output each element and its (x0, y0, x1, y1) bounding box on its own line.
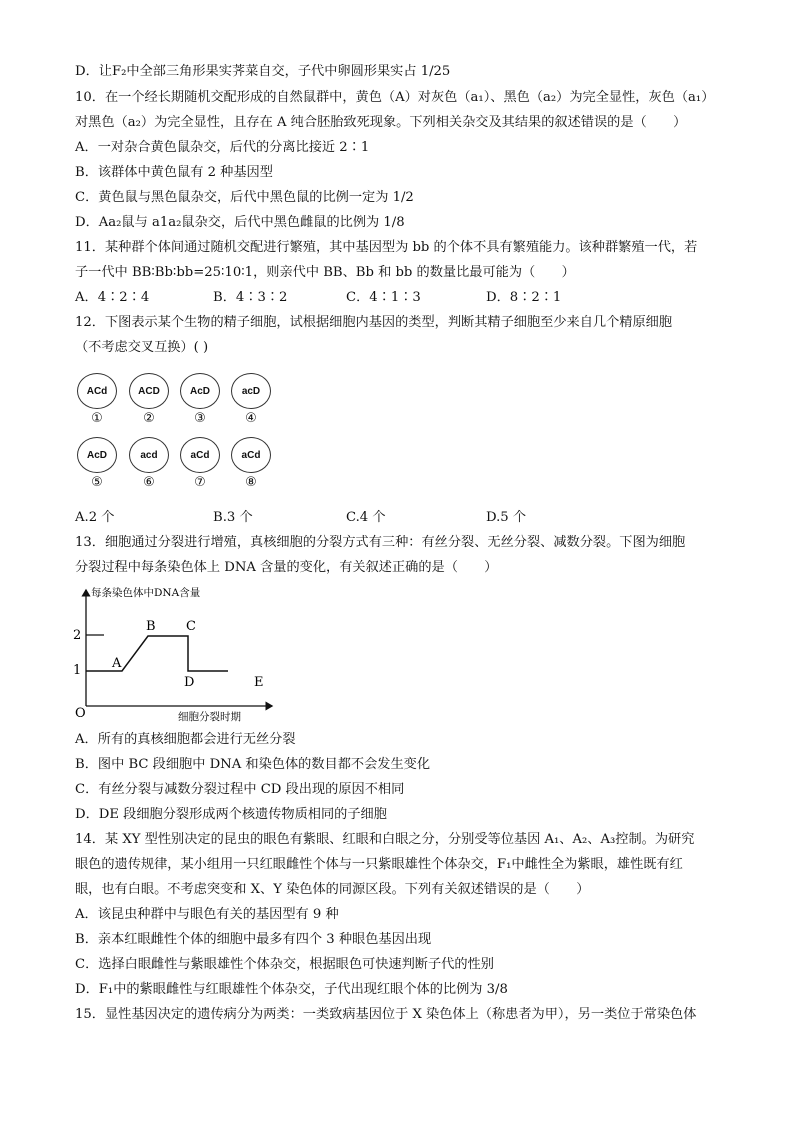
q10-stem-line-1: 10．在一个经长期随机交配形成的自然鼠群中，黄色（A）对灰色（a₁）、黑色（a₂）为完全显性，灰色（a₁） (75, 90, 715, 105)
q12-stem-line-1: 12．下图表示某个生物的精子细胞，试根据细胞内基因的类型，判断其精子细胞至少来自几个精原细胞 (75, 315, 673, 330)
q14-option-c: C．选择白眼雌性与紫眼雄性个体杂交，根据眼色可快速判断子代的性别 (75, 957, 494, 972)
q15-stem-line-1: 15．显性基因决定的遗传病分为两类：一类致病基因位于 X 染色体上（称患者为甲），另一类位于常染色体 (75, 1007, 697, 1022)
q12-stem-line-2: （不考虑交叉互换）( ) (75, 340, 209, 355)
sperm-cell: acd (129, 437, 169, 473)
sperm-cell: ACd (77, 373, 117, 409)
q11-option-b: B．4∶3∶2 (213, 290, 288, 305)
sperm-cells-figure (74, 371, 274, 496)
cell-number: ② (143, 411, 155, 426)
point-label-b: B (146, 619, 156, 634)
q14-option-a: A．该昆虫种群中与眼色有关的基因型有 9 种 (75, 907, 339, 922)
q12-option-a: A.2 个 (75, 510, 115, 525)
q12-option-b: B.3 个 (213, 510, 253, 525)
dna-content-chart (70, 580, 290, 725)
q13-option-b: B．图中 BC 段细胞中 DNA 和染色体的数目都不会发生变化 (75, 757, 431, 772)
cell-number: ⑥ (143, 475, 155, 490)
q11-option-a: A．4∶2∶4 (75, 290, 150, 305)
sperm-cell: aCd (180, 437, 220, 473)
origin-label: O (75, 706, 86, 721)
sperm-cell: acD (231, 373, 271, 409)
sperm-cell: aCd (231, 437, 271, 473)
cell-number: ① (91, 411, 103, 426)
q14-option-b: B．亲本红眼雌性个体的细胞中最多有四个 3 种眼色基因出现 (75, 932, 432, 947)
q13-option-d: D．DE 段细胞分裂形成两个核遗传物质相同的子细胞 (75, 807, 387, 822)
q11-option-d: D．8∶2∶1 (486, 290, 562, 305)
q11-option-c: C．4∶1∶3 (346, 290, 421, 305)
x-axis-label: 细胞分裂时期 (178, 711, 241, 723)
q10-option-a: A．一对杂合黄色鼠杂交，后代的分离比接近 2∶1 (75, 140, 370, 155)
q11-stem-line-2: 子一代中 BB∶Bb∶bb=25∶10∶1，则亲代中 BB、Bb 和 bb 的数量比最可能为（ ） (75, 265, 575, 280)
dna-series-line (86, 636, 228, 671)
y-tick-label: 1 (73, 663, 82, 678)
cell-number: ③ (194, 411, 206, 426)
cell-number: ⑧ (245, 475, 257, 490)
cell-number: ④ (245, 411, 257, 426)
q9-option-d: D．让F₂中全部三角形果实荠菜自交，子代中卵圆形果实占 1/25 (75, 64, 451, 79)
q14-option-d: D．F₁中的紫眼雌性与红眼雄性个体杂交，子代出现红眼个体的比例为 3/8 (75, 982, 508, 997)
q12-option-d: D.5 个 (486, 510, 527, 525)
y-tick-label: 2 (73, 628, 82, 643)
q10-stem-line-2: 对黑色（a₂）为完全显性，且存在 A 纯合胚胎致死现象。下列相关杂交及其结果的叙述错误的是（ ） (75, 115, 687, 130)
point-label-e: E (254, 675, 264, 690)
sperm-cell: AcD (77, 437, 117, 473)
q14-stem-line-3: 眼，也有白眼。不考虑突变和 X、Y 染色体的同源区段。下列有关叙述错误的是（ ） (75, 882, 590, 897)
q14-stem-line-2: 眼色的遗传规律，某小组用一只红眼雌性个体与一只紫眼雄性个体杂交，F₁中雌性全为紫眼，雄性既有红 (75, 857, 683, 872)
sperm-cell: AcD (180, 373, 220, 409)
point-label-a: A (112, 656, 122, 671)
point-label-c: C (186, 619, 196, 634)
q13-option-a: A．所有的真核细胞都会进行无丝分裂 (75, 732, 296, 747)
q10-option-c: C．黄色鼠与黑色鼠杂交，后代中黑色鼠的比例一定为 1/2 (75, 190, 414, 205)
cell-number: ⑤ (91, 475, 103, 490)
q11-stem-line-1: 11．某种群个体间通过随机交配进行繁殖，其中基因型为 bb 的个体不具有繁殖能力。该种群繁殖一代，若 (75, 240, 698, 255)
cell-number: ⑦ (194, 475, 206, 490)
q14-stem-line-1: 14．某 XY 型性别决定的昆虫的眼色有紫眼、红眼和白眼之分，分别受等位基因 A₁、A₂、A₃控制。为研究 (75, 832, 695, 847)
sperm-cell: ACD (129, 373, 169, 409)
q12-option-c: C.4 个 (346, 510, 386, 525)
point-label-d: D (184, 675, 195, 690)
q10-option-b: B．该群体中黄色鼠有 2 种基因型 (75, 165, 273, 180)
q13-stem-line-2: 分裂过程中每条染色体上 DNA 含量的变化，有关叙述正确的是（ ） (75, 560, 498, 575)
y-axis-label: 每条染色体中DNA含量 (91, 587, 201, 599)
q10-option-d: D．Aa₂鼠与 a1a₂鼠杂交，后代中黑色雌鼠的比例为 1/8 (75, 215, 405, 230)
q13-stem-line-1: 13．细胞通过分裂进行增殖，真核细胞的分裂方式有三种：有丝分裂、无丝分裂、减数分裂。下图为细胞 (75, 535, 686, 550)
q13-option-c: C．有丝分裂与减数分裂过程中 CD 段出现的原因不相同 (75, 782, 405, 797)
